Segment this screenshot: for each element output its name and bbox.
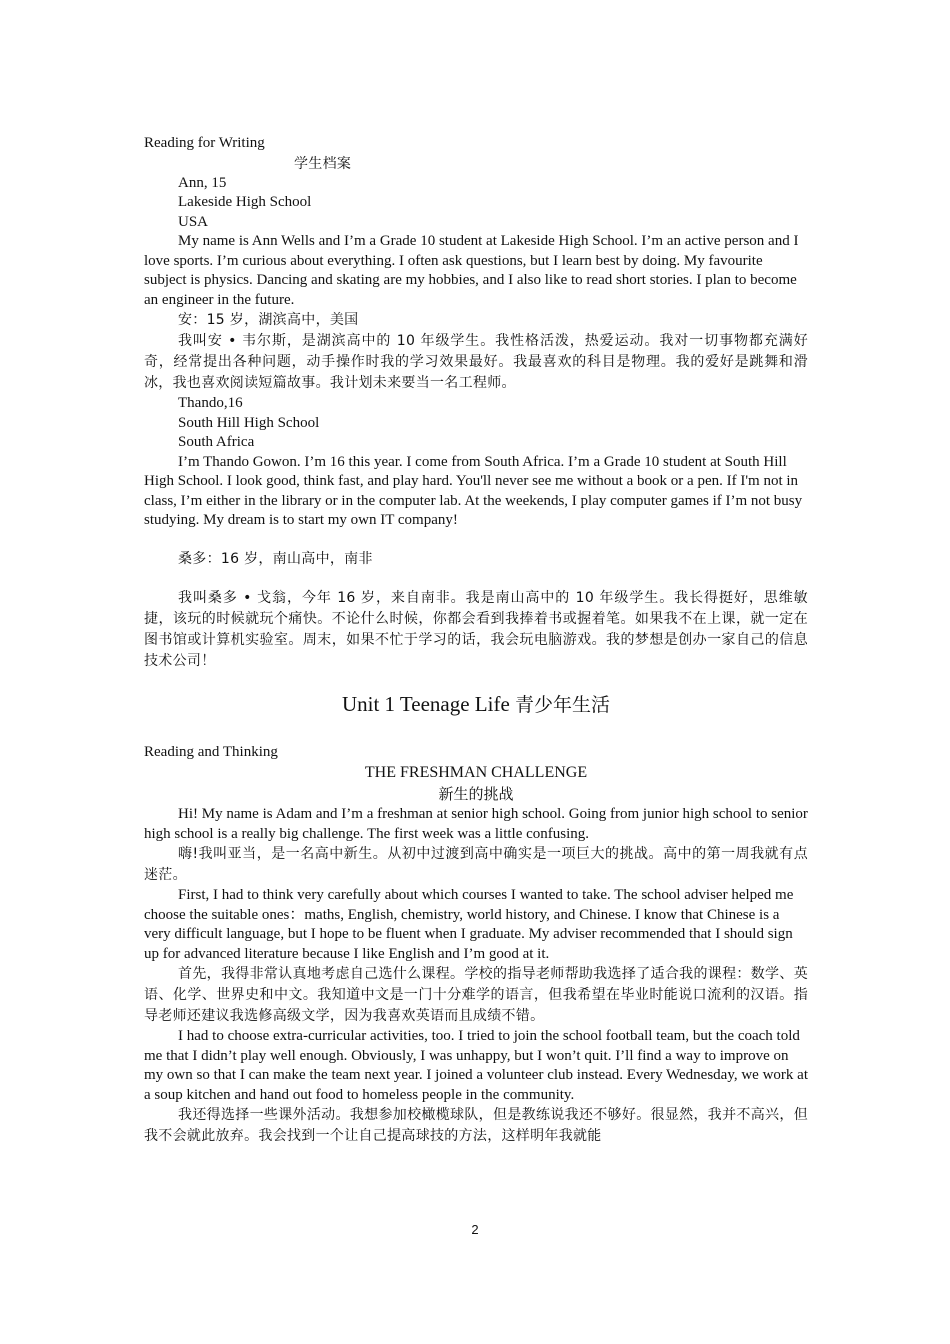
ann-summary-cn: 安：15 岁，湖滨高中，美国 — [178, 312, 359, 328]
ann-paragraph-cn: 我叫安 • 韦尔斯，是湖滨高中的 10 年级学生。我性格活泼，热爱运动。我对一切事物都充满好奇，经常提出各种问题，动手操作时我的学习效果最好。我最喜欢的科目是物理。我的爱好是跳舞和滑冰，我也喜欢阅读短篇故事。我计划未来要当一名工程师。 — [144, 333, 808, 391]
thando-school: South Hill High School — [178, 414, 320, 431]
article-title: THE FRESHMAN CHALLENGE — [364, 764, 588, 781]
article-paragraph-cn: 我还得选择一些课外活动。我想参加校橄榄球队，但是教练说我还不够好。很显然，我并不高兴，但我不会就此放弃。我会找到一个让自己提高球技的方法，这样明年我就能 — [144, 1107, 808, 1144]
thando-country: South Africa — [178, 434, 255, 450]
document-page — [144, 134, 808, 1147]
thando-summary-cn: 桑多：16 岁，南山高中，南非 — [178, 550, 373, 567]
article-paragraph: I had to choose extra-curricular activities, too. I tried to join the school football team, but the coach told me that I didn’t play well enough. Obviously, I was unhappy, but I won’t quit. I’ll find a way to improve on my own so that I can make the team next year. I joined a volunteer club instead. Every Wednesday, we work at a soup kitchen and hand out food to homeless people in the community. — [144, 1028, 808, 1103]
article-paragraph: First, I had to think very carefully about which courses I wanted to take. The school adviser helped me choose the suitable ones：maths, English, chemistry, world history, and Chinese. I know that Chinese is a very difficult language, but I hope to be fluent when I graduate. My adviser recommended that I should sign up for advanced literature because I like English and I’m good at it. — [144, 887, 794, 962]
section-heading-reading-for-writing: Reading for Writing — [144, 135, 265, 151]
thando-paragraph-cn: 我叫桑多 • 戈翁，今年 16 岁，来自南非。我是南山高中的 10 年级学生。我长得挺好，思维敏捷，该玩的时候就玩个痛快。不论什么时候，你都会看到我捧着书或握着笔。如果我不在上课，就一定在图书馆或计算机实验室。周末，如果不忙于学习的话，我会玩电脑游戏。我的梦想是创办一家自己的信息技术公司！ — [144, 589, 808, 669]
thando-name-age: Thando,16 — [178, 395, 243, 411]
profile-title: 学生档案 — [294, 155, 352, 172]
article-title-cn: 新生的挑战 — [438, 785, 514, 803]
unit-title-cn: 青少年生活 — [515, 693, 611, 716]
page-number: 2 — [471, 1222, 479, 1237]
article-paragraph: Hi! My name is Adam and I’m a freshman at senior high school. Going from junior high school to senior high school is a really big challenge. The first week was a little confusing. — [144, 806, 808, 842]
ann-school: Lakeside High School — [178, 194, 312, 210]
section-heading-reading-and-thinking: Reading and Thinking — [144, 743, 278, 760]
ann-name-age: Ann, 15 — [178, 174, 227, 191]
article-paragraph-cn: 首先，我得非常认真地考虑自己选什么课程。学校的指导老师帮助我选择了适合我的课程：数学、英语、化学、世界史和中文。我知道中文是一门十分难学的语言，但我希望在毕业时能说口流利的汉语。指导老师还建议我选修高级文学，因为我喜欢英语而且成绩不错。 — [144, 966, 808, 1024]
ann-country: USA — [178, 213, 209, 230]
thando-paragraph-en: I’m Thando Gowon. I’m 16 this year. I come from South Africa. I’m a Grade 10 student at South Hill High School. I look good, think fast, and play hard. You'll never see me without a book or a pen. If I'm not in class, I’m either in the library or in the computer lab. At the weekends, I play computer games if I’m not busy studying. My dream is to start my own IT company! — [144, 453, 803, 528]
article-paragraph-cn: 嗨!我叫亚当，是一名高中新生。从初中过渡到高中确实是一项巨大的挑战。高中的第一周我就有点迷茫。 — [144, 846, 808, 883]
ann-paragraph-en: My name is Ann Wells and I’m a Grade 10 student at Lakeside High School. I’m an active person and I love sports. I’m curious about everything. I often ask questions, but I learn best by doing. My favourite subject is physics. Dancing and skating are my hobbies, and I also like to read short stories. I plan to become an engineer in the future. — [144, 233, 799, 308]
unit-title-en: Unit 1 Teenage Life — [341, 691, 510, 716]
unit-title — [144, 690, 808, 719]
